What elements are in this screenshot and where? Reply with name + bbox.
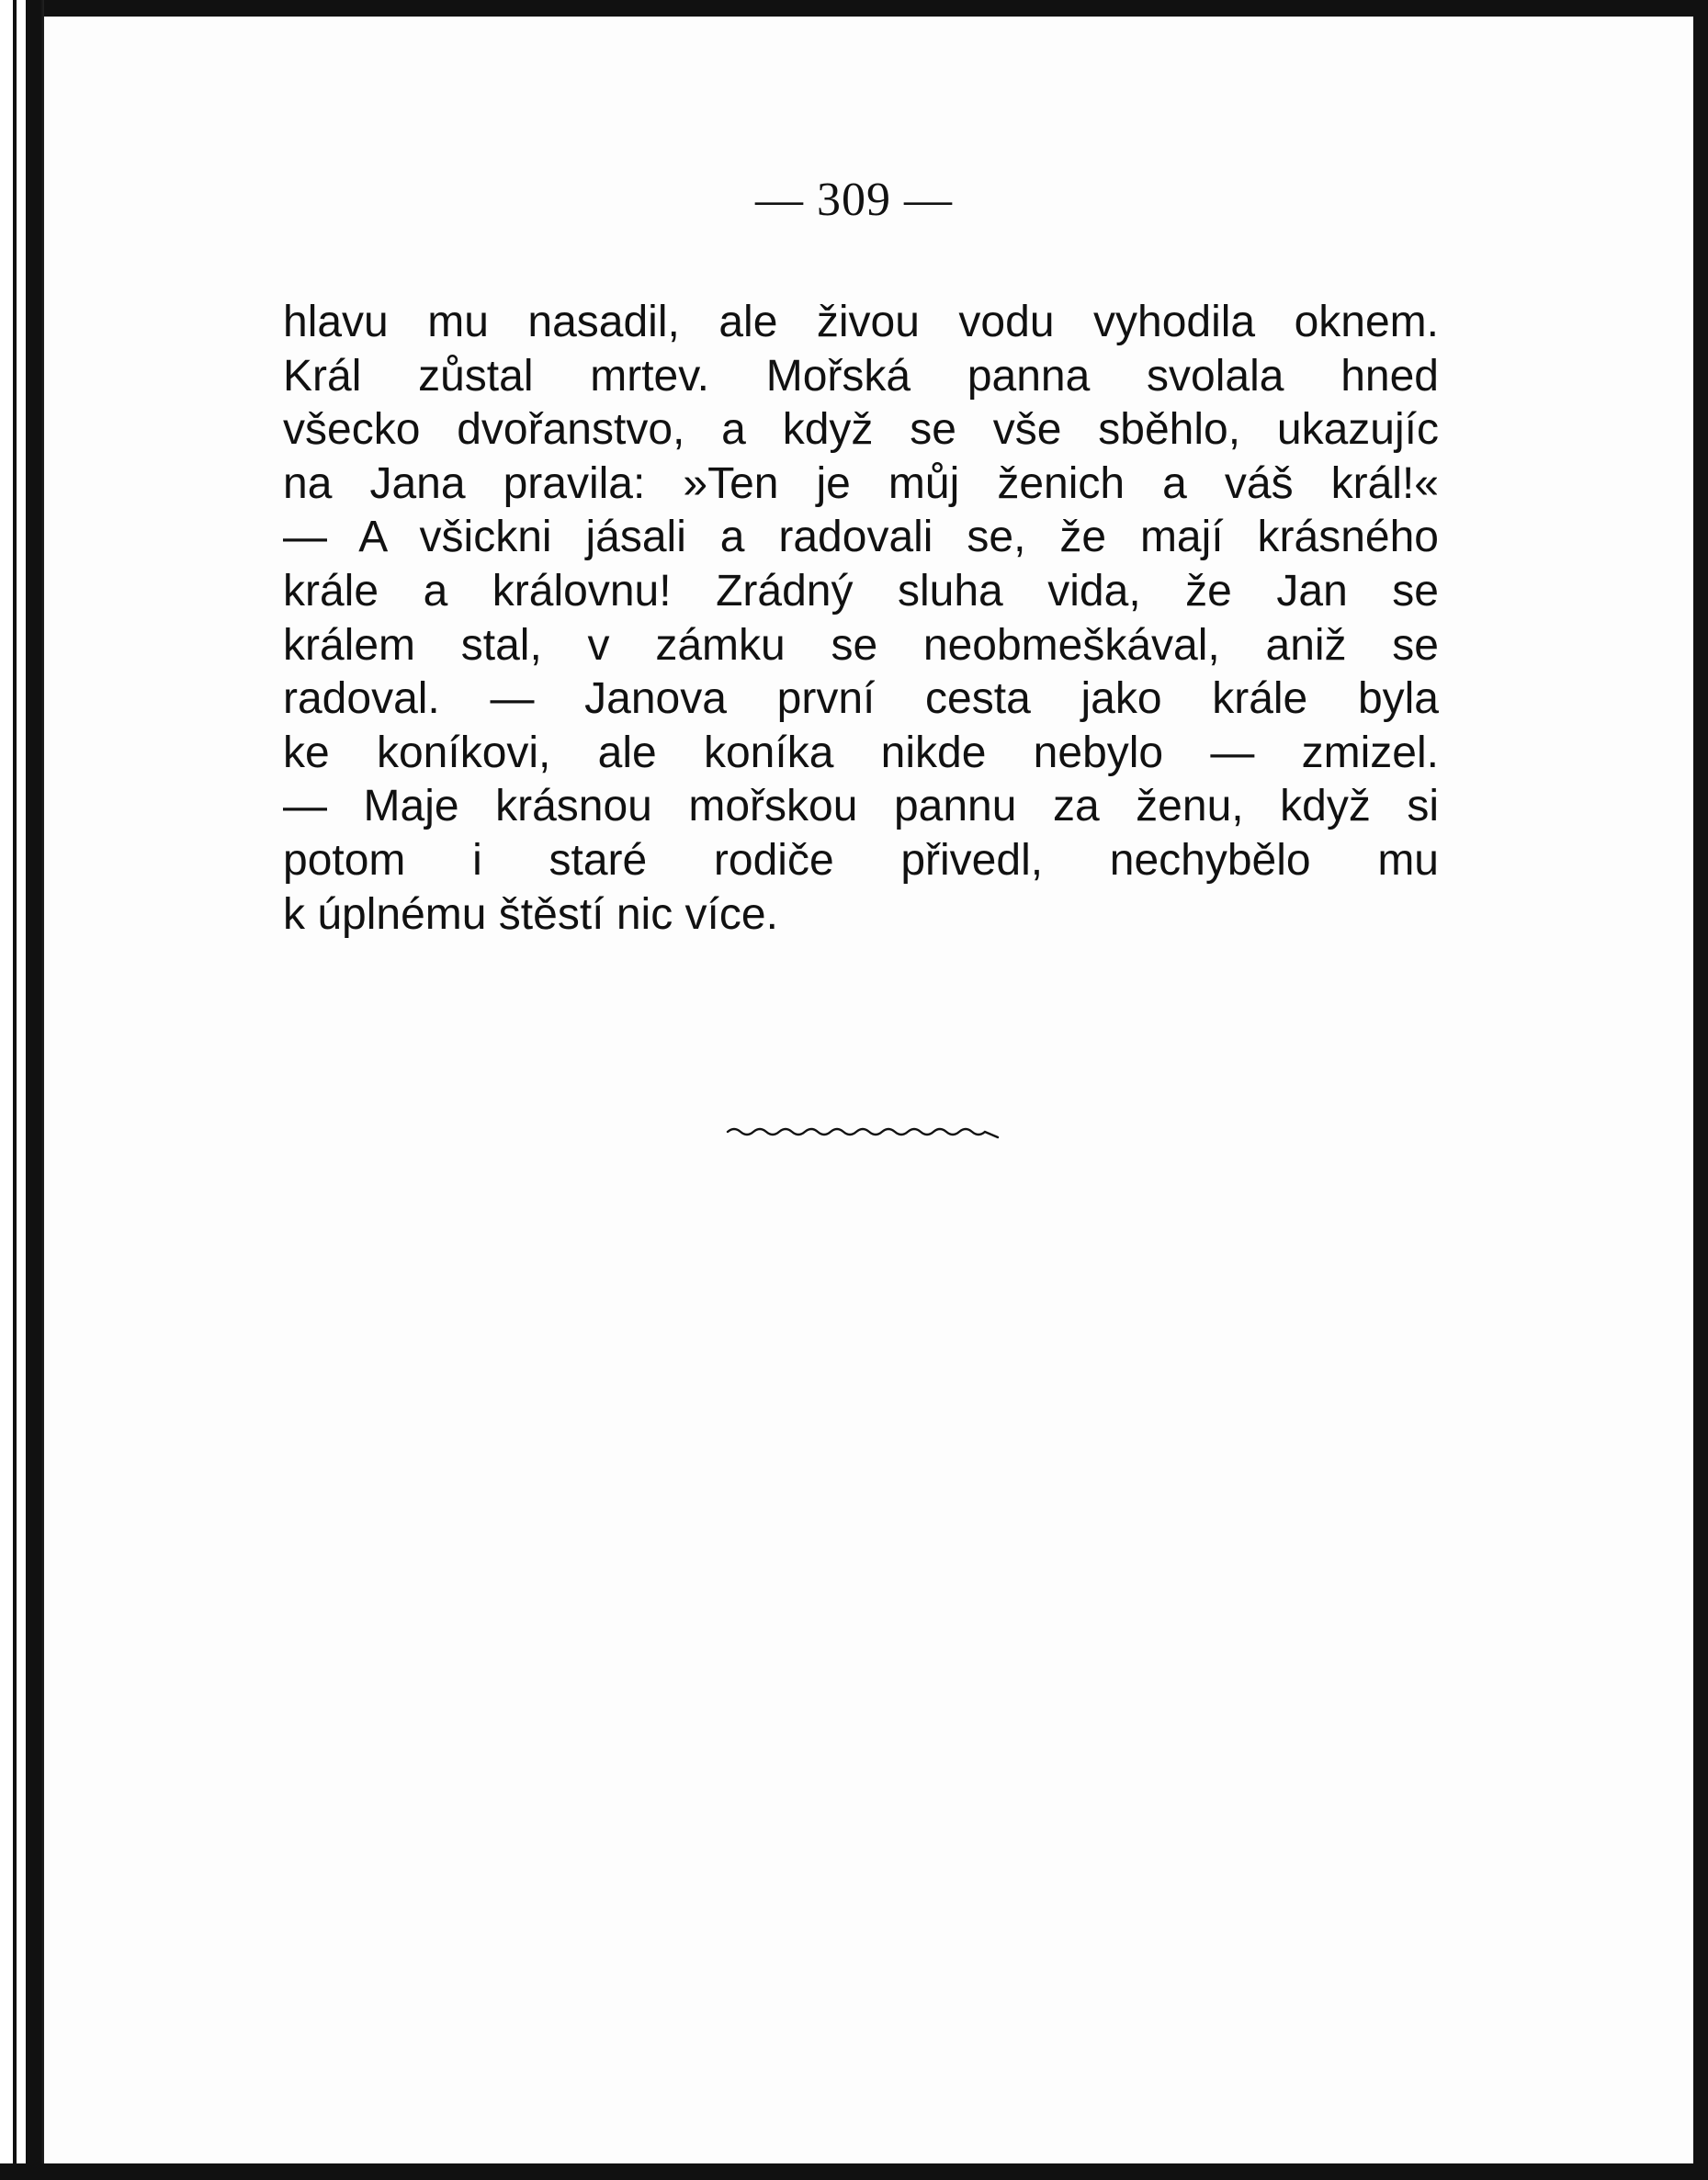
wavy-line-ornament-icon xyxy=(726,1123,1001,1145)
text-line: potom i staré rodiče přivedl, nechybělo mu xyxy=(283,835,1439,885)
text-line: všecko dvořanstvo, a když se vše sběhlo, ukazujíc xyxy=(283,405,1439,455)
text-line: radoval. — Janova první cesta jako krále byla xyxy=(283,674,1439,724)
scan-border-top xyxy=(0,0,1708,17)
text-line: — A všickni jásali a radovali se, že mají krásného xyxy=(283,513,1439,562)
text-line: k úplnému štěstí nic více. xyxy=(283,889,778,939)
text-line: krále a královnu! Zrádný sluha vida, že Jan se xyxy=(283,566,1439,616)
text-line: hlavu mu nasadil, ale živou vodu vyhodila oknem. xyxy=(283,298,1439,346)
scan-border-left xyxy=(0,0,44,2180)
text-line: Král zůstal mrtev. Mořská panna svolala hned xyxy=(283,351,1439,401)
page-number: — 309 — xyxy=(755,174,953,226)
scan-border-right xyxy=(1693,0,1708,2180)
scan-border-bottom xyxy=(0,2163,1708,2180)
text-line: na Jana pravila: »Ten je můj ženich a váš král!« xyxy=(283,458,1439,508)
text-line: králem stal, v zámku se neobmeškával, aniž se xyxy=(283,620,1439,670)
text-line: ke koníkovi, ale koníka nikde nebylo — zmizel. xyxy=(283,728,1439,777)
text-line: — Maje krásnou mořskou pannu za ženu, když si xyxy=(283,782,1439,831)
body-text xyxy=(283,296,1439,942)
